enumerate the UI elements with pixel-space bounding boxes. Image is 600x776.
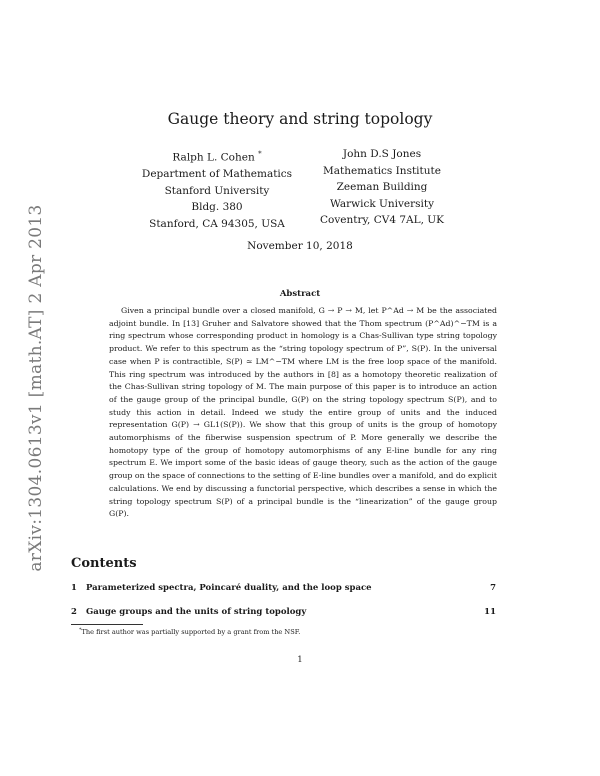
author-address: Coventry, CV4 7AL, UK bbox=[320, 214, 444, 226]
author-institution: Stanford University bbox=[164, 184, 270, 197]
footnote-mark: * bbox=[79, 627, 82, 633]
toc-page: 11 bbox=[484, 607, 496, 617]
author-block-jones bbox=[282, 146, 482, 229]
author-building: Warwick University bbox=[329, 197, 435, 210]
toc-number: 2 bbox=[71, 607, 77, 617]
author-address: Stanford, CA 94305, USA bbox=[149, 217, 285, 230]
author-name: John D.S Jones bbox=[342, 148, 422, 160]
contents-heading: Contents bbox=[71, 556, 137, 571]
paper-date: November 10, 2018 bbox=[247, 240, 353, 252]
footnote-divider bbox=[71, 624, 143, 625]
abstract-heading: Abstract bbox=[279, 289, 321, 299]
arxiv-identifier: arXiv:1304.0613v1 [math.AT] 2 Apr 2013 bbox=[26, 204, 46, 572]
author-department: Department of Mathematics bbox=[141, 168, 293, 180]
toc-number: 1 bbox=[71, 583, 77, 593]
author-department: Mathematics Institute bbox=[323, 164, 441, 177]
page-number: 1 bbox=[297, 655, 303, 665]
author-name: Ralph L. Cohen * bbox=[172, 150, 262, 164]
author-building: Bldg. 380 bbox=[191, 201, 243, 213]
abstract-text: Given a principal bundle over a closed manifold, G → P → M, let P^Ad → M be the associated adjoint bundle. In [13] Gruher and Salvatore showed that the Thom spectrum (P^Ad)^−TM is a ring spectrum whose corresponding product in homology is a Chas-Sullivan type string topology product. We refer to this spectrum as the “string topology spectrum of P”, S(P). In the universal case when P is contractible, S(P) ≃ LM^−TM where LM is the free loop space of the manifold. This ring spectrum was introduced by the authors in [8] as a homotopy theoretic realization of the Chas-Sullivan string topology of M. The main purpose of this paper is to introduce an action of the gauge group of the principal bundle, G(P) on the string topology spectrum S(P), and to study this action in detail. Indeed we study the entire group of units and the induced representation G(P) → GL1(S(P)). We show that this group of units is the group of homotopy automorphisms of the fiberwise suspension spectrum of P. More generally we describe the homotopy type of the group of homotopy automorphisms of any E-line bundle for any ring spectrum E. We import some of the basic ideas of gauge theory, such as the action of the gauge group on the space of connections to the setting of E-line bundles over a manifold, and do explicit calculations. We end by discussing a functorial perspective, which describes a sense in which the string topology spectrum S(P) of a principal bundle is the “linearization” of the gauge group G(P). bbox=[109, 306, 497, 519]
toc-label[interactable]: Gauge groups and the units of string topology bbox=[86, 607, 307, 617]
toc-page: 7 bbox=[490, 583, 496, 593]
paper-title: Gauge theory and string topology bbox=[167, 110, 433, 128]
author-institution: Zeeman Building bbox=[336, 181, 428, 193]
toc-label[interactable]: Parameterized spectra, Poincaré duality, and the loop space bbox=[86, 583, 372, 593]
footnote-mark: * bbox=[258, 150, 262, 158]
footnote-text: The first author was partially supported by a grant from the NSF. bbox=[81, 628, 301, 637]
footnote bbox=[79, 627, 300, 636]
